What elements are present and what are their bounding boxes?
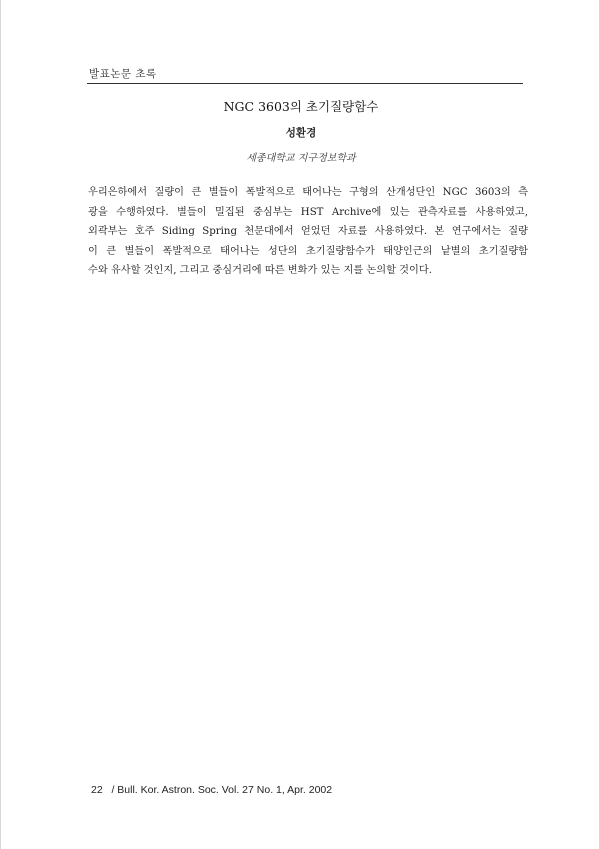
journal-citation: / Bull. Kor. Astron. Soc. Vol. 27 No. 1, Apr. 2002	[111, 784, 333, 796]
abstract-line: 이 큰 별들이 폭발적으로 태어나는 성단의 초기질량함수가 태양인근의 낱별의 초기질량함	[88, 245, 528, 257]
abstract-line: 외곽부는 호주 Siding Spring 천문대에서 얻었던 자료를 사용하였다. 본 연구에서는 질량	[88, 226, 528, 238]
author-affiliation: 세종대학교 지구정보학과	[246, 153, 356, 164]
abstract-body	[88, 183, 528, 281]
abstract-line: 광을 수행하였다. 별들이 밀집된 중심부는 HST Archive에 있는 관측자료를 사용하였고,	[88, 206, 528, 218]
section-label: 발표논문 초록	[89, 68, 157, 80]
abstract-line: 우리은하에서 질량이 큰 별들이 폭발적으로 태어나는 구형의 산개성단인 NGC 3603의 측	[88, 187, 528, 198]
abstract-line: 수와 유사할 것인지, 그리고 중심거리에 따른 변화가 있는 지를 논의할 것이다.	[88, 265, 432, 277]
article-title: NGC 3603의 초기질량함수	[223, 99, 379, 114]
page-number: 22	[91, 784, 103, 796]
header-rule	[87, 83, 523, 84]
page-footer	[91, 784, 332, 796]
article-author: 성환경	[285, 127, 317, 139]
